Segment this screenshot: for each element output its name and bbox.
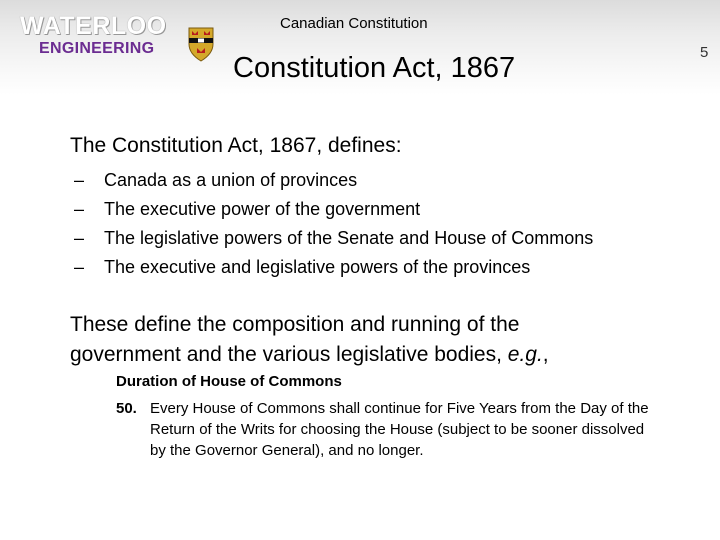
logo-waterloo-text: WATERLOO: [20, 12, 167, 40]
slide-title: Constitution Act, 1867: [233, 52, 516, 84]
logo-engineering-text: ENGINEERING: [39, 40, 155, 57]
page-number: 5: [700, 44, 709, 61]
bullet-marker: –: [74, 170, 85, 190]
course-title: Canadian Constitution: [280, 15, 428, 32]
list-item: [74, 253, 593, 282]
bullet-marker: –: [74, 257, 85, 277]
paragraph-end-text: ,: [542, 343, 549, 366]
quote-heading: Duration of House of Commons: [116, 373, 342, 390]
list-item: [74, 224, 593, 253]
paragraph-main-text: These define the composition and running of the government and the various legislative bodies,: [70, 313, 520, 366]
bullet-text: The executive power of the government: [104, 199, 421, 219]
quote-section: [116, 398, 656, 461]
bullet-list: [74, 166, 593, 282]
body-paragraph: [70, 310, 630, 370]
bullet-marker: –: [74, 228, 85, 248]
section-number: 50.: [116, 400, 137, 417]
list-item: [74, 195, 593, 224]
list-item: [74, 166, 593, 195]
bullet-text: Canada as a union of provinces: [104, 170, 358, 190]
bullet-text: The executive and legislative powers of the provinces: [104, 257, 531, 277]
bullet-text: The legislative powers of the Senate and House of Commons: [104, 228, 594, 248]
bullet-marker: –: [74, 199, 85, 219]
paragraph-eg-text: e.g.: [507, 343, 543, 366]
section-text: Every House of Commons shall continue for Five Years from the Day of the Return of the Writs for choosing the House (subject to be sooner dissolved by the Governor General), and no longer.: [150, 400, 649, 459]
intro-line: The Constitution Act, 1867, defines:: [70, 134, 402, 157]
